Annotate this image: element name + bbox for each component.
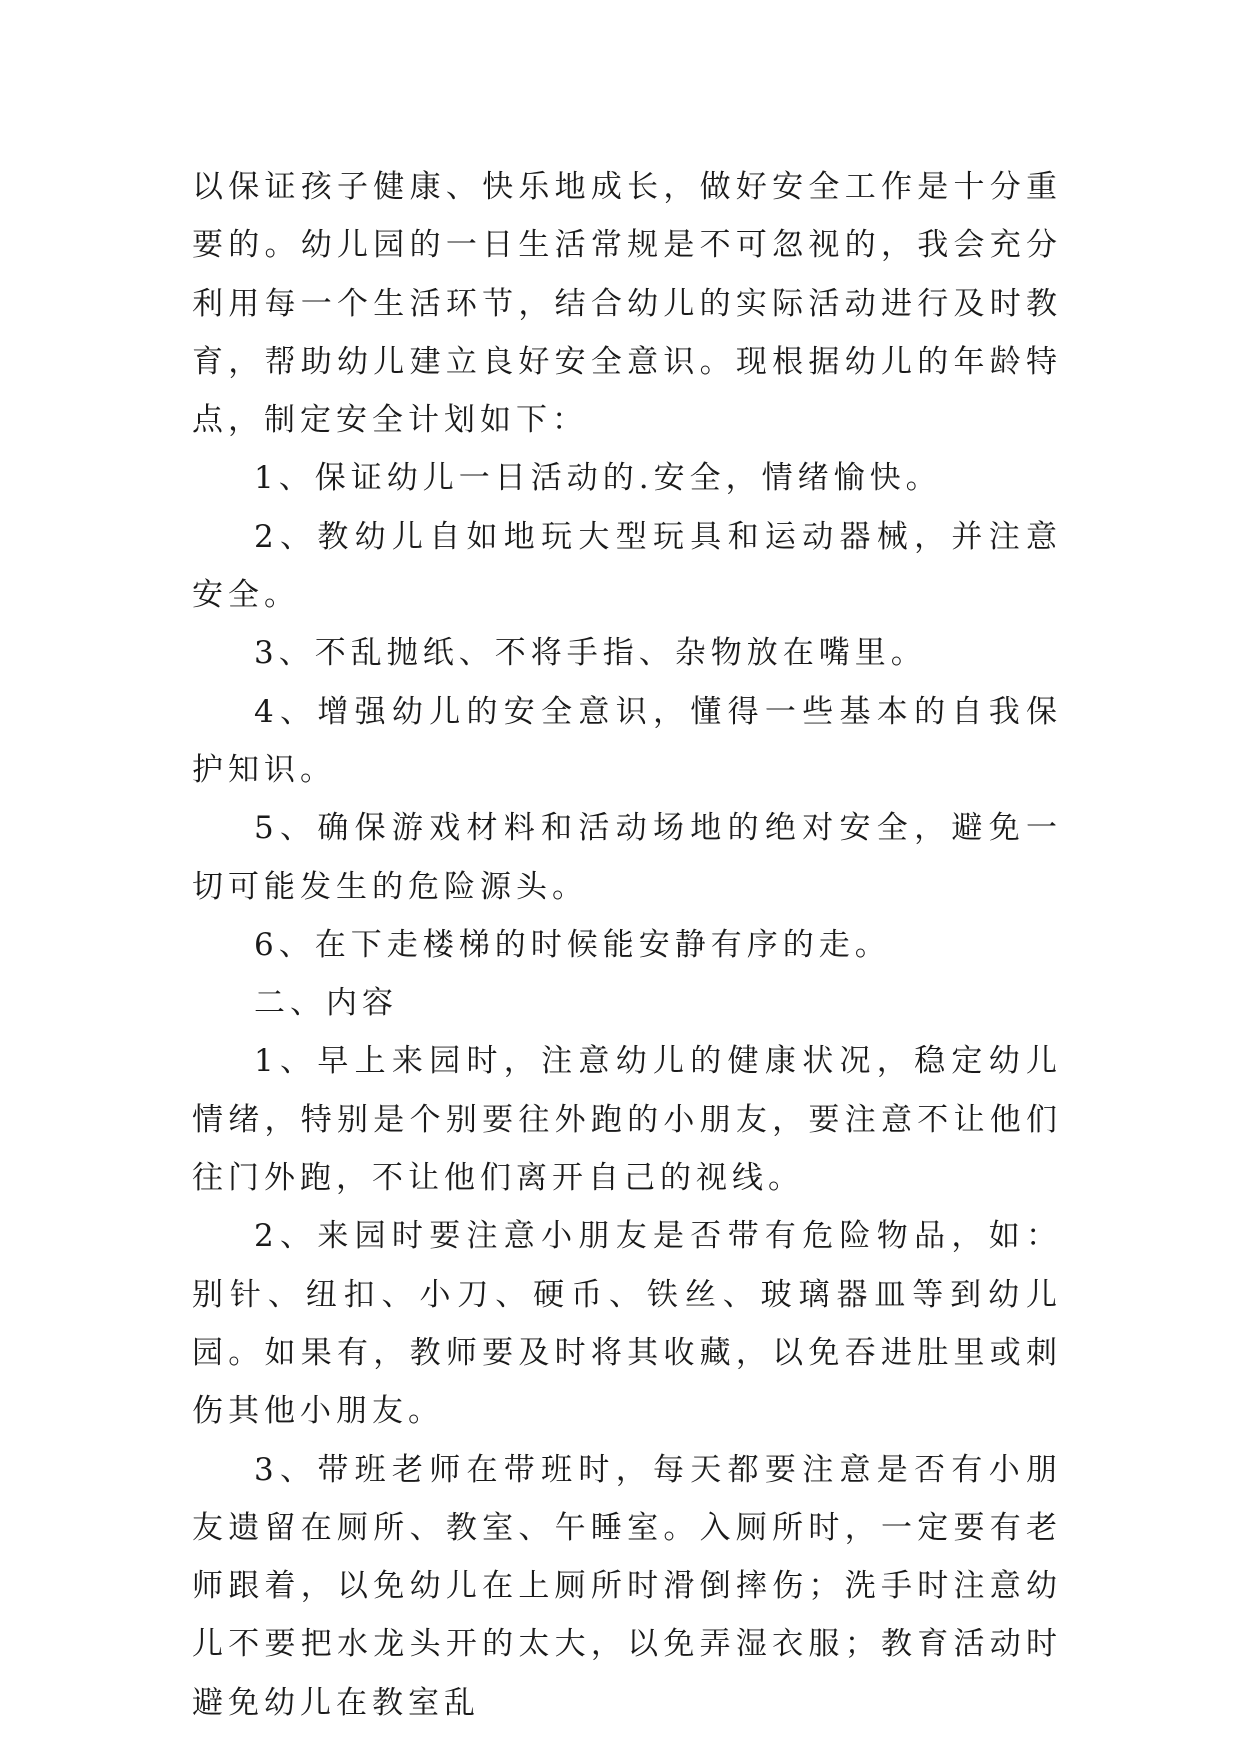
paragraph-content-2: 2、来园时要注意小朋友是否带有危险物品，如：别针、纽扣、小刀、硬币、铁丝、玻璃器皿等到幼儿园。如果有，教师要及时将其收藏，以免吞进肚里或刺伤其他小朋友。 [192,1218,1062,1430]
paragraph-goal-2: 2、教幼儿自如地玩大型玩具和运动器械，并注意安全。 [192,518,1062,614]
section-heading-content: 二、内容 [254,985,398,1022]
paragraph-intro: 以保证孩子健康、快乐地成长，做好安全工作是十分重要的。幼儿园的一日生活常规是不可忽视的，我会充分利用每一个生活环节，结合幼儿的实际活动进行及时教育，帮助幼儿建立良好安全意识。现根据幼儿的年龄特点，制定安全计划如下： [192,169,1062,439]
paragraph-goal-3: 3、不乱抛纸、不将手指、杂物放在嘴里。 [254,635,927,672]
paragraph-goal-4: 4、增强幼儿的安全意识，懂得一些基本的自我保护知识。 [192,693,1062,788]
document-body [192,158,1062,1732]
paragraph-goal-1: 1、保证幼儿一日活动的.安全，情绪愉快。 [254,460,942,497]
paragraph-content-3: 3、带班老师在带班时，每天都要注意是否有小朋友遗留在厕所、教室、午睡室。入厕所时，一定要有老师跟着，以免幼儿在上厕所时滑倒摔伤；洗手时注意幼儿不要把水龙头开的太大，以免弄湿衣服；教育活动时避免幼儿在教室乱 [192,1451,1062,1721]
paragraph-content-1: 1、早上来园时，注意幼儿的健康状况，稳定幼儿情绪，特别是个别要往外跑的小朋友，要注意不让他们往门外跑，不让他们离开自己的视线。 [192,1043,1062,1197]
paragraph-goal-6: 6、在下走楼梯的时候能安静有序的走。 [254,926,891,963]
paragraph-goal-5: 5、确保游戏材料和活动场地的绝对安全，避免一切可能发生的危险源头。 [192,810,1062,905]
